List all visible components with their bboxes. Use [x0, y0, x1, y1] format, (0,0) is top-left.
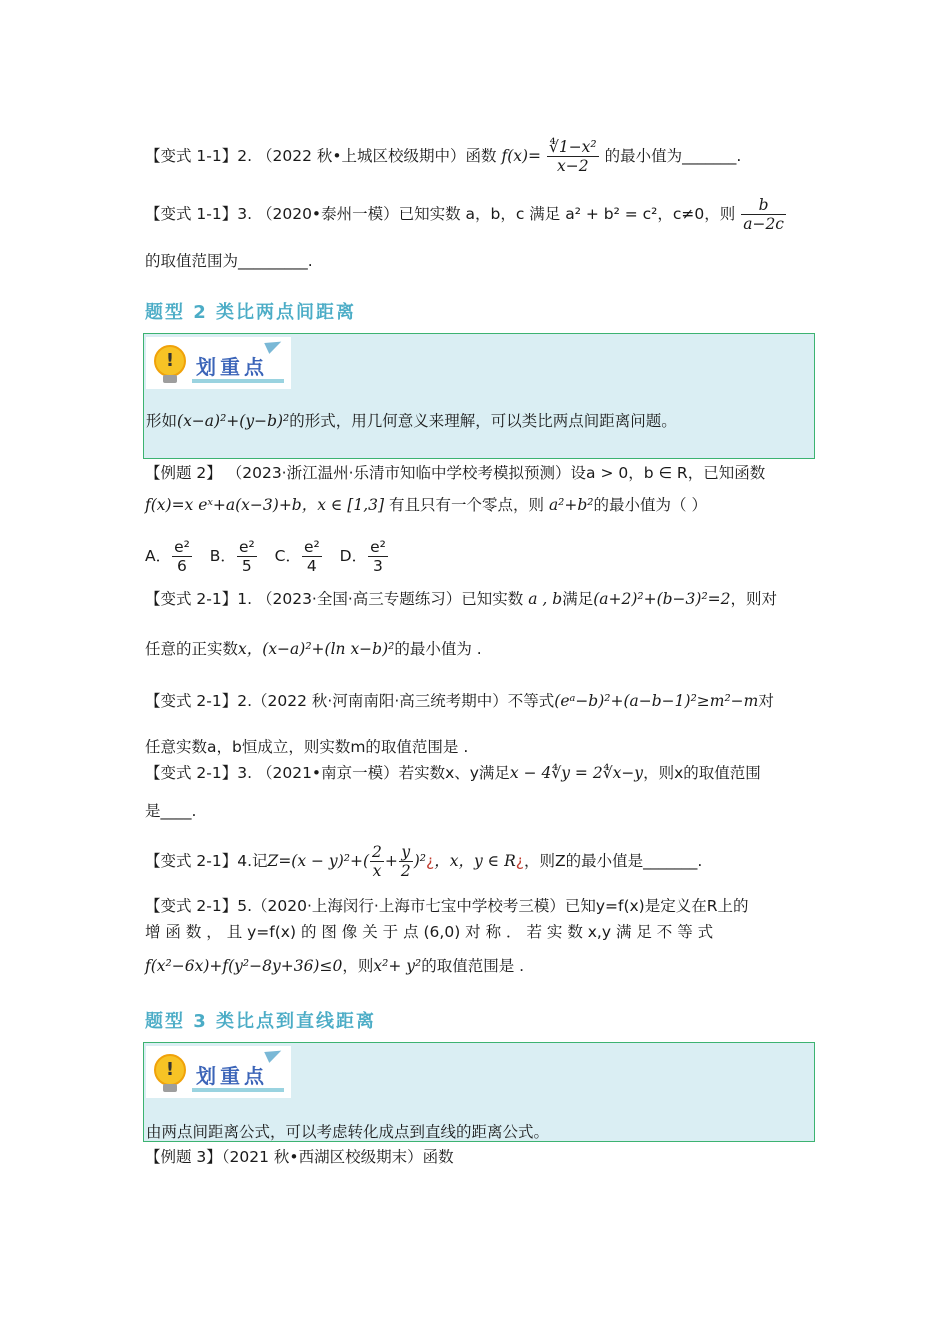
key-point-box-2	[143, 333, 815, 459]
expression-part: Z=(x − y)²+(	[267, 852, 369, 870]
problem-v21-1	[145, 588, 777, 610]
option-c[interactable]	[274, 538, 328, 575]
target-expression: a²+b²	[548, 496, 594, 514]
option-letter: C．	[274, 547, 301, 565]
option-letter: B．	[209, 547, 236, 565]
example-text: （2021 秋•西湖区校级期末）函数	[221, 1148, 454, 1166]
fraction-denominator: 2	[400, 862, 411, 880]
problem-tail: ，则x的取值范围	[643, 764, 761, 782]
problem-tail: 的取值范围是 .	[421, 957, 525, 975]
fraction-numerator: ∜1−x²	[548, 138, 597, 156]
problem-equation: (a+2)²+(b−3)²=2	[593, 590, 731, 608]
paper-plane-icon	[264, 1045, 284, 1063]
key-text-before: 形如	[146, 412, 178, 430]
problem-text: （2021•南京一模）若实数x、y满足	[256, 764, 510, 782]
problem-var: x	[238, 640, 247, 658]
key-point-badge	[146, 337, 291, 389]
lightbulb-icon: !	[154, 1054, 186, 1086]
example-label: 【例题 2】	[145, 464, 222, 482]
function-def: f(x)=x eˣ+a(x−3)+b，x ∈ [1,3]	[145, 496, 385, 514]
problem-label: 【变式 1-1】2.	[145, 147, 253, 165]
problem-v11-2	[145, 138, 741, 175]
stray-glyph: ¿	[426, 852, 435, 870]
option-fraction	[237, 538, 257, 575]
key-expression: (x−a)²+(y−b)²	[177, 412, 290, 430]
example-text: （2023·浙江温州·乐清市知临中学校考模拟预测）设a > 0，b ∈ R，已知函数	[226, 464, 766, 482]
example-tail: 有且只有一个零点，则	[388, 496, 544, 514]
section-title-2: 题型 2 类比两点间距离	[145, 302, 357, 323]
problem-v21-5-line1	[145, 895, 749, 917]
problem-text: （2020•泰州一模）已知实数 a，b，c 满足 a² + b² = c²，c≠0，则	[256, 205, 736, 223]
problem-label: 【变式 2-1】4.记	[145, 852, 268, 870]
problem-expression: ，(x−a)²+(ln x−b)²	[246, 640, 395, 658]
key-point-badge	[146, 1046, 291, 1098]
plus-sign: +	[384, 852, 398, 870]
fraction-denominator: a−2c	[743, 215, 784, 233]
problem-text: 任意的正实数	[145, 640, 239, 658]
key-point-text: 由两点间距离公式，可以考虑转化成点到直线的距离公式。	[146, 1123, 550, 1141]
section-title-3: 题型 3 类比点到直线距离	[145, 1011, 377, 1032]
function-name: f(x)=	[501, 147, 542, 165]
fraction-numerator: y	[399, 843, 413, 862]
option-den: 3	[368, 556, 388, 575]
bulb-base	[163, 1084, 177, 1092]
problem-mid: ，x，y ∈ R	[434, 852, 516, 870]
problem-v21-2-line2: 任意实数a，b恒成立，则实数m的取值范围是 .	[145, 738, 469, 756]
problem-mid: 满足	[562, 590, 594, 608]
badge-label: 划重点	[196, 1064, 268, 1088]
key-text-after: 的形式，用几何意义来理解，可以类比两点间距离问题。	[289, 412, 677, 430]
option-letter: D．	[339, 547, 368, 565]
example-2-options	[145, 538, 389, 575]
bulb-base	[163, 375, 177, 383]
answer-blank: _______.	[682, 147, 742, 165]
problem-v11-3-line2: 的取值范围为_________.	[145, 252, 313, 270]
problem-tail: 的最小值为	[604, 147, 683, 165]
fraction-numerator: b	[741, 196, 786, 215]
problem-tail: 对	[758, 692, 774, 710]
option-den: 4	[302, 556, 322, 575]
option-letter: A．	[145, 547, 172, 565]
problem-v21-4	[145, 843, 702, 880]
example-2-line1	[145, 462, 765, 484]
problem-v21-5-line2: 增 函 数 ， 且 y=f(x) 的 图 像 关 于 点 (6,0) 对 称 ． 若 实 数 x,y 满 足 不 等 式	[145, 923, 714, 941]
problem-v21-5-line3	[145, 955, 524, 977]
paper-plane-icon	[264, 336, 284, 354]
option-fraction	[172, 538, 192, 575]
stray-glyph: ¿	[515, 852, 524, 870]
problem-v21-1-line2	[145, 638, 482, 660]
problem-text: （2023·全国·高三专题练习）已知实数	[256, 590, 524, 608]
expression-part: )²	[413, 852, 427, 870]
problem-text: （2020·上海闵行·上海市七宝中学校考三模）已知y=f(x)是定义在R上的	[252, 897, 749, 915]
option-num: e²	[174, 538, 190, 556]
badge-label: 划重点	[196, 355, 268, 379]
badge-underline	[192, 1088, 284, 1092]
example-label: 【例题 3】	[145, 1148, 222, 1166]
option-den: 5	[237, 556, 257, 575]
key-point-box-3	[143, 1042, 815, 1142]
option-d[interactable]	[339, 538, 389, 575]
fraction-denominator: x−2	[557, 157, 589, 175]
problem-inequality: (eᵃ−b)²+(a−b−1)²≥m²−m	[554, 692, 759, 710]
badge-underline	[192, 379, 284, 383]
fraction-numerator: 2	[372, 843, 382, 861]
problem-v21-3-line2: 是____.	[145, 802, 197, 820]
problem-label: 【变式 2-1】2.	[145, 692, 253, 710]
problem-v21-2	[145, 690, 774, 712]
fraction-denominator: x	[372, 862, 382, 880]
problem-source: （2022 秋•上城区校级期中）函数	[256, 147, 497, 165]
option-a[interactable]	[145, 538, 198, 575]
problem-v11-3	[145, 196, 787, 233]
example-2-line2	[145, 494, 707, 516]
key-point-text	[146, 410, 677, 432]
option-num: e²	[303, 538, 320, 556]
problem-vars: a , b	[528, 590, 563, 608]
fraction	[547, 138, 599, 175]
problem-label: 【变式 2-1】5.	[145, 897, 253, 915]
problem-tail: ，则对	[730, 590, 778, 608]
problem-tail: ，则Z的最小值是_______.	[523, 852, 703, 870]
option-num: e²	[238, 538, 255, 556]
example-question: 的最小值为（ ）	[593, 496, 707, 514]
problem-expression: x²+ y²	[373, 957, 422, 975]
problem-label: 【变式 2-1】3.	[145, 764, 253, 782]
example-3-line1	[145, 1146, 454, 1168]
problem-v21-3	[145, 762, 761, 784]
option-fraction	[368, 538, 388, 575]
option-den: 6	[172, 556, 192, 575]
fraction	[399, 843, 413, 880]
problem-label: 【变式 1-1】3.	[145, 205, 253, 223]
fraction	[370, 843, 384, 880]
option-fraction	[302, 538, 322, 575]
problem-text: （2022 秋·河南南阳·高三统考期中）不等式	[252, 692, 555, 710]
problem-text: ，则	[342, 957, 374, 975]
fraction	[741, 196, 786, 233]
problem-label: 【变式 2-1】1.	[145, 590, 253, 608]
problem-tail: 的最小值为 .	[394, 640, 482, 658]
option-num: e²	[370, 538, 386, 556]
option-b[interactable]	[209, 538, 263, 575]
problem-inequality: f(x²−6x)+f(y²−8y+36)≤0	[145, 957, 343, 975]
problem-equation: x − 4∜y = 2∜x−y	[509, 764, 644, 782]
lightbulb-icon: !	[154, 345, 186, 377]
